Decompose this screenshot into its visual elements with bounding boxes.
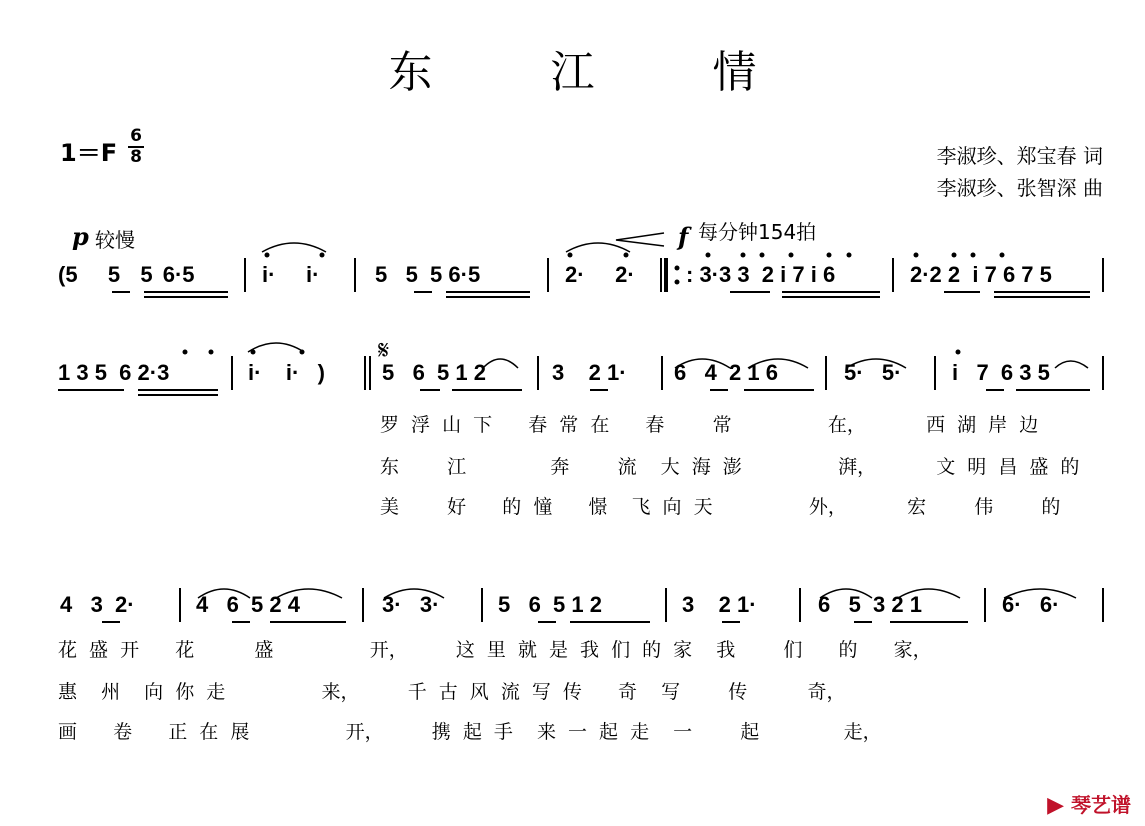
lyric-verse2-line1: 东 江 奔 流 大 海 澎 湃， 文 明 昌 盛 的 [380,456,1080,478]
lyric-verse2-line2: 惠 州 向 你 走 来， 千 古 风 流 写 传 奇 写 传 奇， [58,681,846,703]
notation-row-3g: 6· 6· [1002,592,1060,617]
dynamic-piano: p [72,222,89,251]
notation-row-1e: : 3·3 3 2 i 7 i 6 [686,262,836,287]
notation-row-1b: i· i· [262,262,320,287]
lyric-verse1-line2: 花 盛 开 花 盛 开， 这 里 就 是 我 们 的 家 我 们 的 家， [58,639,932,661]
lyric-verse1-line1: 罗 浮 山 下 春 常 在 春 常 在， 西 湖 岸 边 [380,414,1039,436]
logo-icon: ▶ [1047,793,1065,818]
dynamic-forte: f [678,222,689,251]
notation-row-3a: 4 3 2· [60,592,135,617]
lyric-verse3-line2: 画 卷 正 在 展 开， 携 起 手 来 一 起 走 一 起 走， [58,721,882,743]
notation-row-3f: 6 5 3 2 1 [818,592,922,617]
notation-row-2c: 5 6 5 1 2 [382,360,486,385]
site-logo [1047,789,1131,818]
time-signature-numerator: 6 [130,126,142,146]
notation-row-1a: (5 5 5 6·5 [58,262,195,287]
key-signature: 1＝F [60,139,118,167]
tempo-marking: 较慢 [95,228,135,252]
logo-text: 琴艺谱 [1071,793,1131,817]
composer-credit: 李淑珍、张智深 曲 [936,176,1103,200]
notation-row-1d: 2· 2· [565,262,635,287]
lyricist-credit: 李淑珍、郑宝春 词 [936,144,1103,168]
notation-row-2e: 6 4 2 1 6 [674,360,778,385]
notation-row-1c: 5 5 5 6·5 [375,262,481,287]
notation-row-2b: i· i· ) [248,360,325,385]
notation-row-3e: 3 2 1· [682,592,757,617]
segno-sign: 𝄋 [378,336,390,366]
notation-row-3c: 3· 3· [382,592,440,617]
lyric-verse3-line1: 美 好 的 憧 憬 飞 向 天 外， 宏 伟 的 [380,496,1061,518]
page-title: 东 江 情 [388,47,809,98]
notation-row-2f: 5· 5· [844,360,902,385]
notation-row-3d: 5 6 5 1 2 [498,592,602,617]
notation-row-3b: 4 6 5 2 4 [196,592,300,617]
tempo-bpm: 每分钟154拍 [698,220,817,244]
notation-row-2d: 3 2 1· [552,360,627,385]
notation-row-1f: 2·2 2 i 7 6 7 5 [910,262,1052,287]
notation-row-2a: 1 3 5 6 2·3 [58,360,170,385]
notation-row-2g: i 7 6 3 5 [952,360,1050,385]
time-signature-denominator: 8 [130,147,142,167]
